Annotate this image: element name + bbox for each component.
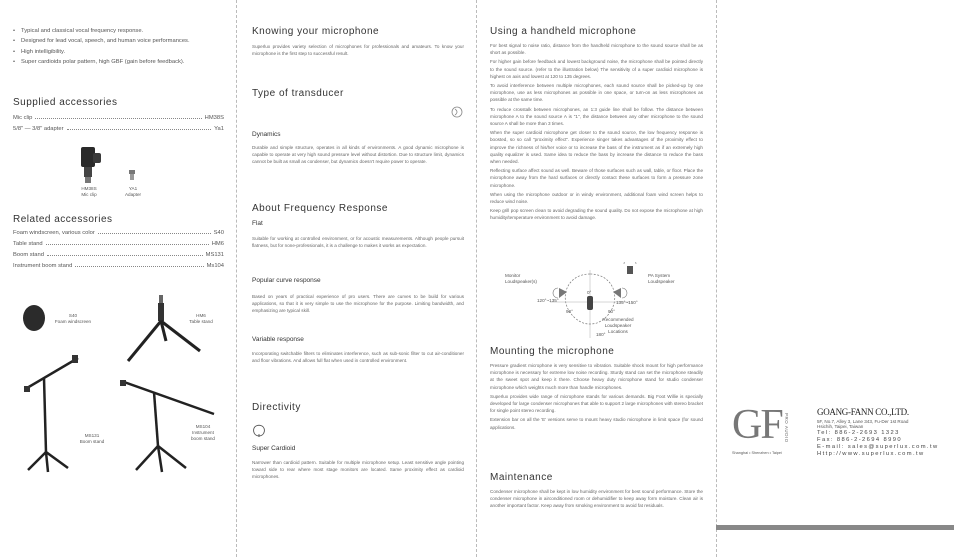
handheld-para: When using the microphone outdoor or in windy environment, additional foam wind screen helps to reduce wind noise. — [490, 191, 703, 205]
cities-label: Shanghai • Shenzhen • Taipei — [732, 451, 782, 455]
knowing-title: Knowing your microphone — [252, 26, 380, 37]
handheld-para: Reflecting surface affect sound as well. Beware of those surfaces such as wall, table, or floor. Place the microphone away from the hard surfaces or directly contact these surfaces to form a pressure zone microphone. — [490, 168, 703, 188]
web-line: Http://www.superlux.com.tw — [817, 451, 925, 457]
feature-item: • High intelligibility. — [13, 47, 228, 57]
feature-item: • Super cardioids polar pattern, high GBF (gain before feedback). — [13, 57, 228, 67]
boom-stand-image — [22, 352, 82, 474]
related-row: Instrument boom stand Ms104 — [13, 263, 224, 269]
related-accessories-title: Related accessories — [13, 214, 113, 225]
variable-title: Variable response — [252, 336, 304, 343]
monitor-right-label: PA System Loudspeaker — [648, 273, 675, 284]
knowing-intro: Superlux provides variety selection of microphones for professionals and amateurs. To know your microphone is the first step to successful result. — [252, 44, 464, 57]
hm6-caption: HM6 Table stand — [189, 313, 213, 324]
popular-curve-title: Popular curve response — [252, 277, 321, 284]
feature-item: • Typical and classical vocal frequency response. — [13, 26, 228, 36]
handheld-para: Keep grill pop screen clean to avoid degrading the sound quality. Do not expose the microphone at high humidity/temperature environment to avoid damage. — [490, 208, 703, 221]
table-stand-image — [122, 293, 204, 365]
angle-bottom-label: 180° — [596, 332, 606, 337]
monitor-left-label: Monitor Loudspeaker(s) — [505, 273, 537, 284]
foam-windscreen-image — [22, 304, 46, 332]
variable-text: Incorporating switchable filters to eliminates interference, such as sub-sonic filter to cut air-conditioner and floor vibrations. And allows full flat when used in controlled environment. — [252, 351, 464, 364]
supercardioid-pattern-icon — [252, 424, 266, 438]
address-line-1: 5F, No.7, Alley 3, Lane 343, Fu-Der 1st Road — [817, 419, 909, 424]
mic-clip-image — [78, 145, 102, 185]
fold-line-1 — [236, 0, 237, 557]
mounting-para: Pressure gradient microphone is very sensitive to vibration. Suitable shock mount for high performance microphone is necessary for extreme low noise recording. Sturdy stand can set the microphone steadily at the sweet spot and keep it there. Choose heavy duty microphone stand for studio condenser microphone which weights much more than handle microphones. — [490, 363, 703, 390]
address-line-2: Hsichih, Taipei, Taiwan — [817, 424, 864, 429]
s40-caption: S40 Foam windscreen — [54, 313, 92, 324]
dynamic-capsule-icon — [451, 106, 463, 118]
related-row: Foam windscreen, various color S40 — [13, 230, 224, 236]
angle-right-label: 135°~150° — [616, 300, 638, 305]
angle-r-label: 90° — [608, 309, 615, 314]
handheld-para: To avoid interference between multiple microphones, each sound source shall be picked-up by one microphone, use as less microphones as possible in one space, or turn-on as less microphones as possible at the same time. — [490, 83, 703, 103]
adapter-image — [128, 170, 136, 180]
fold-line-2 — [476, 0, 477, 557]
super-cardioid-text: Narrower than cardioid pattern. Suitable for multiple microphone setup. Least sensitive angle pointing toward side to rear where most stage monitors are located. Same proximity effect as cardioid microphones. — [252, 460, 464, 480]
email-line: E-mail: sales@superlux.com.tw — [817, 444, 939, 450]
supplied-row: Mic clip HM38S — [13, 115, 224, 121]
mic-clip-caption: HM38S Mic clip — [81, 186, 97, 197]
supplied-accessories-title: Supplied accessories — [13, 97, 118, 108]
fax-line: Fax: 886-2-2694 8990 — [817, 437, 903, 443]
dynamics-text: Durable and simple structure, operates in all kinds of environments. A good dynamic microphone is capable to operate at very high sound pressure level without distortion. Due to structure limit, dynamics cannot be built as small as condenser, but dynamics doesn't require power to operate. — [252, 145, 464, 165]
feature-list — [13, 26, 228, 67]
mounting-para: Superlux provides wide range of microphone stands for various demands. Big Foot Willie is specially developed for large condenser microphones that able to support 2 large microphones with stereo bracket for single point stereo recording. — [490, 393, 703, 414]
bottom-bar — [716, 525, 954, 530]
mounting-paragraphs — [490, 362, 703, 431]
handheld-para: When the super cardioid microphone get closer to the sound source, the low frequency response is boosted, so so call "proximity effect". Experience singer takes advantages of the proximity effect to improve the richness of his/her voice or to increase the bass of the instrument as if an extremely high quality equalizer is used. Same idea to reduce the bass by increase the distance to reduce the bass when needed. — [490, 130, 703, 165]
handheld-paragraphs — [490, 42, 703, 222]
angle-l-label: 90° — [566, 309, 573, 314]
directivity-title: Directivity — [252, 402, 301, 413]
angle-left-label: 120°~135° — [537, 298, 559, 303]
flat-title: Flat — [252, 220, 263, 227]
related-row: Boom stand MS131 — [13, 252, 224, 258]
handheld-para: For best signal to noise ratio, distance from the handheld microphone to the sound source shall be as short as possible. — [490, 43, 703, 56]
handheld-title: Using a handheld microphone — [490, 26, 637, 37]
handheld-para: To reduce crosstalk between microphones, an 1:3 guide line shall be follow. The distance between microphone A to the sound source A is "1", the distance between any other microphone to the sound source A shall be more than 3 times. — [490, 106, 703, 127]
feature-item: • Designed for lead vocal, speech, and human voice performances. — [13, 36, 228, 46]
handheld-para: For higher gain before feedback and lowest background noise, the microphone shall be pointed directly to the sound source. (refer to the illustration below) The sensitivity of a super cardioid microphone is highest on axis and lowest at 120 to 135 degrees. — [490, 59, 703, 79]
maintenance-title: Maintenance — [490, 472, 553, 483]
maintenance-text: Condenser microphone shall be kept in low humidity environment for best sound performance. Store the condenser microphone in airconditioned room or dehumidifier to keep away form moisture. Clean air is another important factor. Keep away from smoking environment to avoid fat residuals. — [490, 489, 703, 509]
fold-line-3 — [716, 0, 717, 557]
flat-text: Suitable for working at controlled environment, or for acoustic measurements. Although people pursuit flatness, but for none-professionals, it is a challenge to makes it works as expectation. — [252, 236, 464, 249]
tel-line: Tel: 886-2-2693 1323 — [817, 430, 900, 436]
mounting-para: Extension bar on all the 'E' versions serve to mount heavy studio microphone in limit space (for sound applications. — [490, 417, 703, 430]
ms131-caption: MS131 Boom stand — [79, 433, 105, 444]
related-row: Table stand HM6 — [13, 241, 224, 247]
gf-logo: GF — [732, 402, 782, 448]
dynamics-title: Dynamics — [252, 131, 281, 138]
angle-top-label: 0° — [587, 290, 592, 295]
ms104-caption: MS104 Instrument boom stand — [190, 424, 215, 441]
adapter-caption: YA1 Adapter — [124, 186, 142, 197]
company-name: GOANG-FANN CO.,LTD. — [817, 407, 909, 417]
recommended-label: Recommended Loudspeaker Locations — [602, 317, 634, 334]
frequency-title: About Frequency Response — [252, 203, 388, 214]
supplied-row: 5/8" — 3/8" adapter Ya1 — [13, 126, 224, 132]
pro-audio-label: PRO AUDIO — [784, 413, 789, 443]
transducer-title: Type of transducer — [252, 88, 344, 99]
super-cardioid-title: Super Cardioid — [252, 445, 296, 452]
popular-curve-text: Based on years of practical experience of pro users. There are curves to be build for various applications, so that it is very simple to use the microphone for the purpose. Limiting bandwidth, and emphasizing are typical skill. — [252, 294, 464, 314]
mounting-title: Mounting the microphone — [490, 346, 615, 357]
